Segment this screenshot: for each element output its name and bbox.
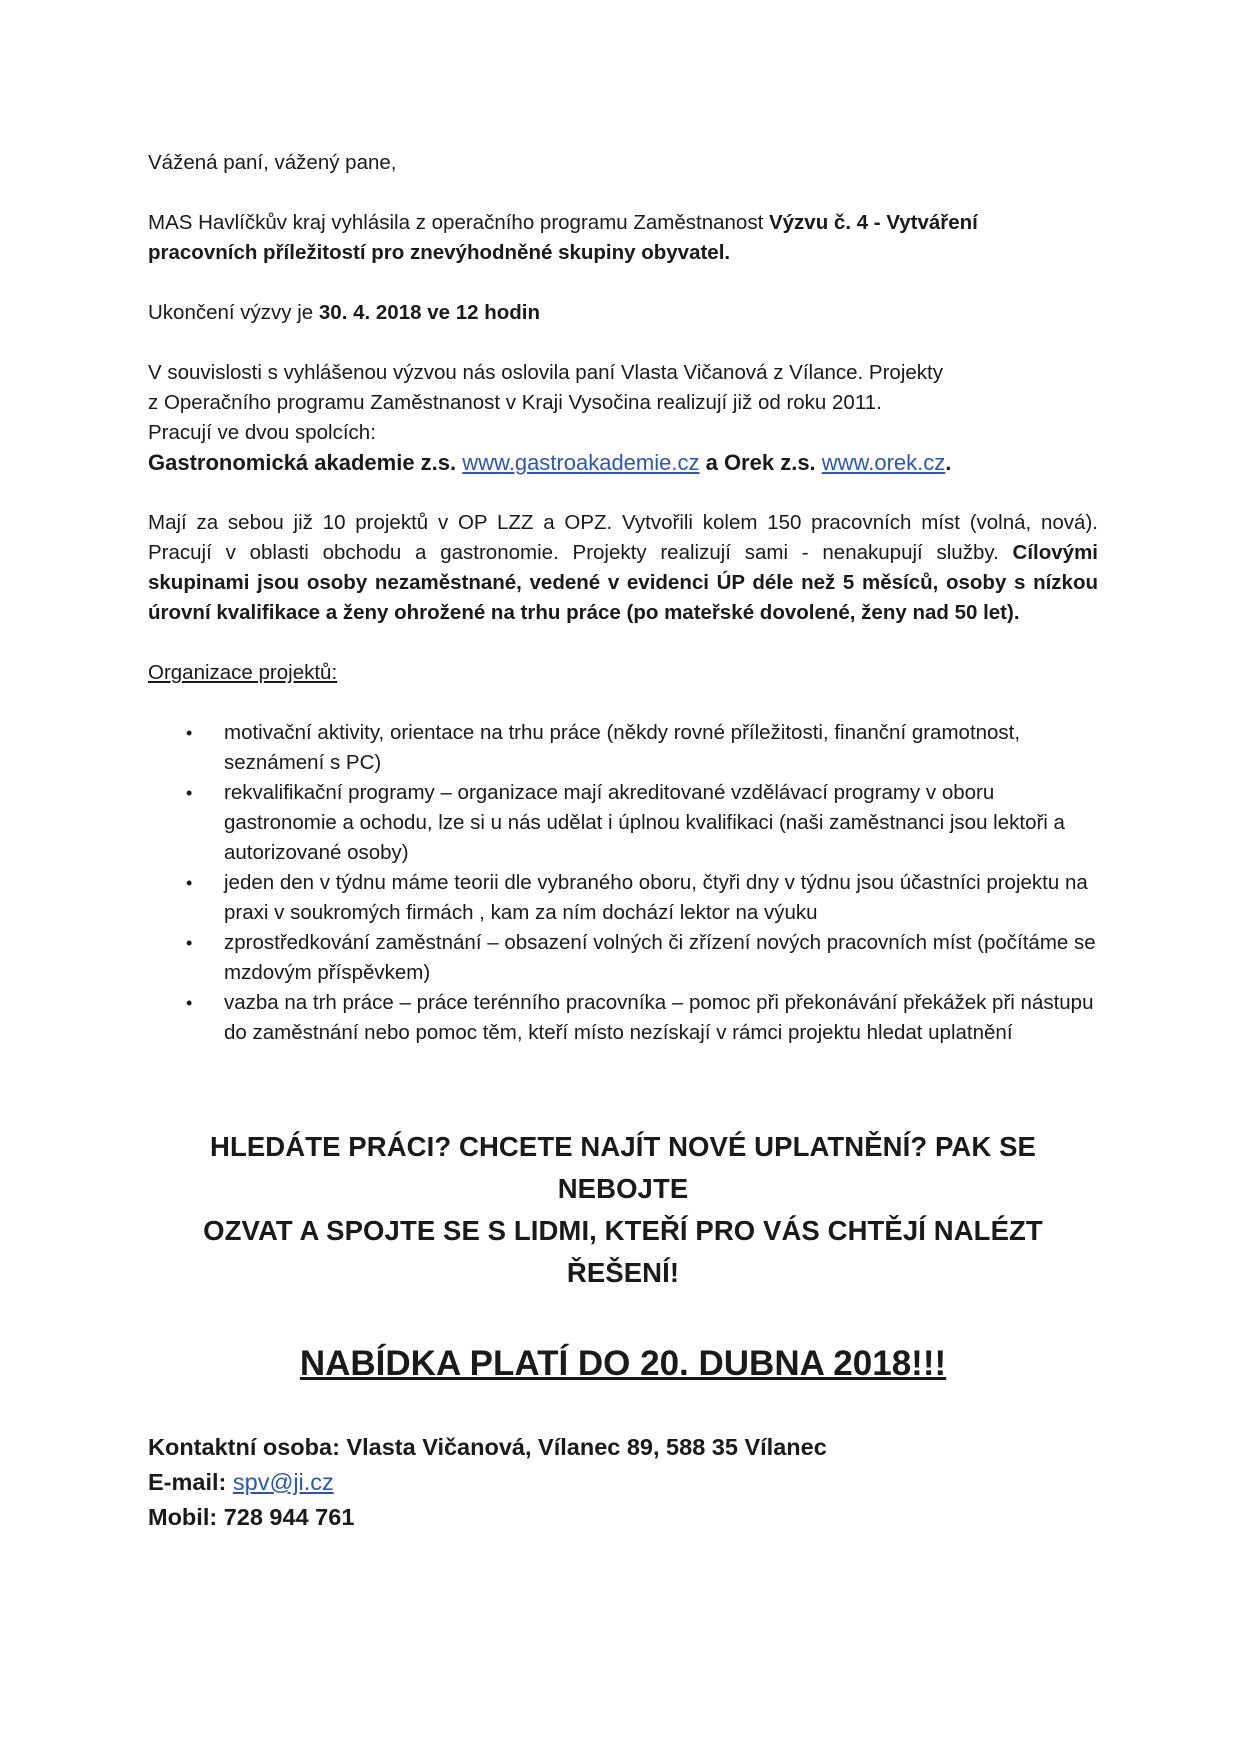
contact-person: Kontaktní osoba: Vlasta Vičanová, Vílanec 89, 588 35 Vílanec (148, 1434, 827, 1460)
list-item (148, 928, 1098, 988)
bullet-icon: • (186, 723, 193, 743)
contact-mobile: Mobil: 728 944 761 (148, 1504, 355, 1530)
gastroakademie-link[interactable]: www.gastroakademie.cz (462, 450, 700, 475)
target-groups: Cílovými skupinami jsou osoby nezaměstnané, vedené v evidenci ÚP déle než 5 měsíců, osoby s nízkou úrovní kvalifikace a ženy ohrožené na trhu práce (po mateřské dovolené, ženy nad 50 let). (148, 541, 1098, 624)
list-item-text: rekvalifikační programy – organizace mají akreditované vzdělávací programy v oboru gastronomie a ochodu, lze si u nás udělat i úplnou kvalifikaci (naši zaměstnanci jsou lektoři a autorizované osoby) (224, 781, 1065, 864)
bullet-icon: • (186, 873, 193, 893)
list-item (148, 778, 1098, 868)
headline-line-2: OZVAT A SPOJTE SE S LIDMI, KTEŘÍ PRO VÁS CHTĚJÍ NALÉZT ŘEŠENÍ! (203, 1215, 1043, 1288)
context-line-1: V souvislosti s vyhlášenou výzvou nás oslovila paní Vlasta Vičanová z Vílance. Projekty (148, 361, 943, 384)
intro-text: MAS Havlíčkův kraj vyhlásila z operačního programu Zaměstnanost (148, 211, 769, 234)
list-item-text: jeden den v týdnu máme teorii dle vybraného oboru, čtyři dny v týdnu jsou účastníci projektu na praxi v soukromých firmách , kam za ním dochází lektor na výuku (224, 871, 1088, 924)
deadline-paragraph (148, 298, 1098, 328)
letter (148, 148, 1098, 1535)
contact-block (148, 1430, 1098, 1535)
deadline-text: Ukončení výzvy je (148, 301, 319, 324)
context-line-2: z Operačního programu Zaměstnanost v Kraji Vysočina realizují již od roku 2011. (148, 391, 882, 414)
list-item-text: vazba na trh práce – práce terénního pracovníka – pomoc při překonávání překážek při nástupu do zaměstnání nebo pomoc těm, kteří místo nezískají v rámci projektu hledat uplatnění (224, 991, 1094, 1044)
offer-deadline: NABÍDKA PLATÍ DO 20. DUBNA 2018!!! (299, 1344, 947, 1383)
organization-list (148, 718, 1098, 1048)
experience-paragraph (148, 508, 1098, 628)
bullet-icon: • (186, 783, 193, 803)
list-item-text: motivační aktivity, orientace na trhu práce (někdy rovné příležitosti, finanční gramotnost, seznámení s PC) (224, 721, 1021, 774)
list-item-text: zprostředkování zaměstnání – obsazení volných či zřízení nových pracovních míst (počítáme se mzdovým příspěvkem) (224, 931, 1096, 984)
experience-text: Mají za sebou již 10 projektů v OP LZZ a OPZ. Vytvořili kolem 150 pracovních míst (volná, nová). Pracují v oblasti obchodu a gastronomie. Projekty realizují sami - nenakupují služby. (148, 511, 1098, 564)
headline-line-1: HLEDÁTE PRÁCI? CHCETE NAJÍT NOVÉ UPLATNĚNÍ? PAK SE NEBOJTE (210, 1131, 1036, 1204)
email-link[interactable]: spv@ji.cz (232, 1469, 334, 1495)
org-connector: a Orek z.s. (699, 450, 822, 475)
orek-link[interactable]: www.orek.cz (821, 450, 946, 475)
bullet-icon: • (186, 993, 193, 1013)
list-item (148, 718, 1098, 778)
headline (148, 1126, 1098, 1294)
org-period: . (945, 450, 952, 475)
list-item (148, 868, 1098, 928)
list-item (148, 988, 1098, 1048)
context-paragraph (148, 358, 1098, 478)
organizations-line (148, 448, 1098, 478)
bullet-icon: • (186, 933, 193, 953)
intro-call-title: Výzvu č. 4 - Vytváření pracovních příležitostí pro znevýhodněné skupiny obyvatel. (148, 211, 978, 264)
organization-heading: Organizace projektů: (148, 661, 338, 684)
intro-paragraph (148, 208, 978, 268)
deadline-date: 30. 4. 2018 ve 12 hodin (318, 301, 540, 324)
email-label: E-mail: (148, 1469, 233, 1495)
greeting: Vážená paní, vážený pane, (148, 151, 397, 174)
contact-email-line (148, 1465, 1098, 1500)
context-line-3: Pracují ve dvou spolcích: (148, 421, 376, 444)
org1-name: Gastronomická akademie z.s. (148, 450, 463, 475)
